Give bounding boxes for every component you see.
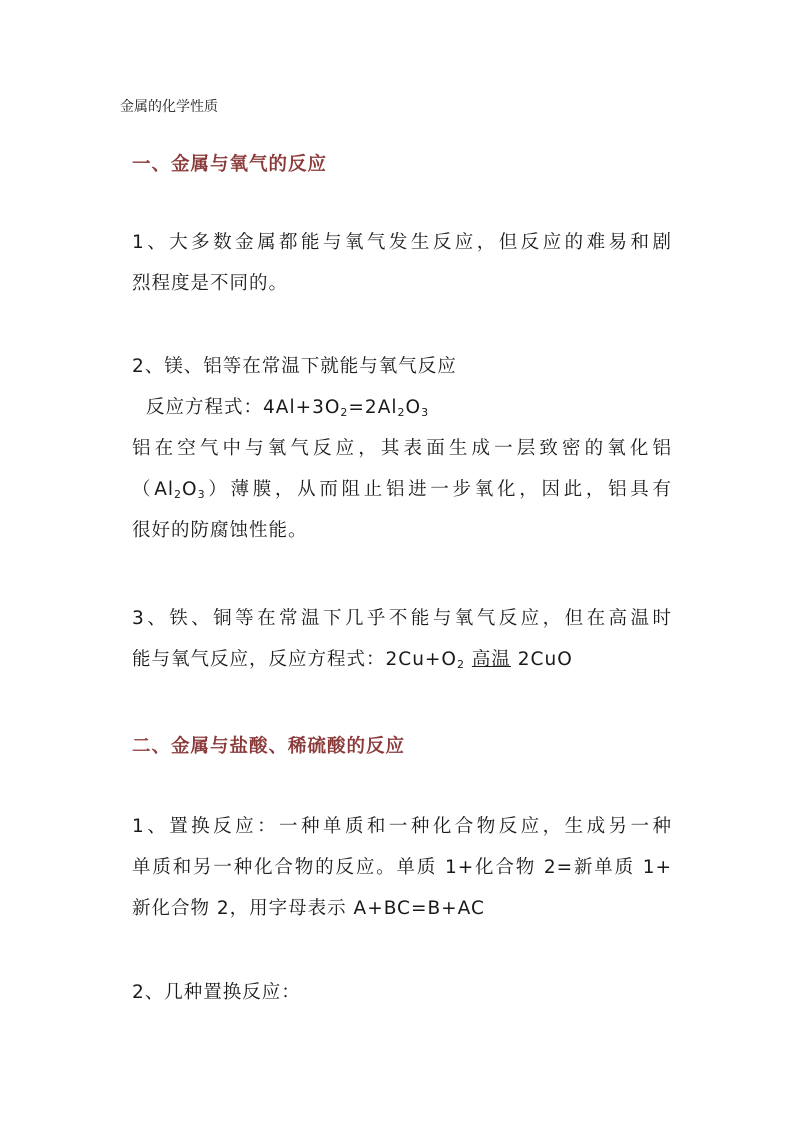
subscript: 3 xyxy=(421,406,430,419)
section-heading-oxygen: 一、金属与氧气的反应 xyxy=(132,154,328,175)
text-line xyxy=(132,469,672,510)
subscript: 3 xyxy=(197,488,206,501)
paragraph-acids-2 xyxy=(132,972,672,1013)
equation-part: 4Al+3O xyxy=(263,397,341,418)
text-part: （Al xyxy=(132,479,175,500)
text-part: 能与氧气反应，反应方程式：2Cu+O xyxy=(132,649,457,670)
subscript: 2 xyxy=(174,488,183,501)
equation-line xyxy=(132,639,672,680)
text-line: 很好的防腐蚀性能。 xyxy=(132,520,308,541)
text-line: 2、镁、铝等在常温下就能与氧气反应 xyxy=(132,356,457,377)
subscript: 2 xyxy=(456,658,465,671)
text-line: 2、几种置换反应： xyxy=(132,982,301,1003)
paragraph-oxygen-1 xyxy=(132,222,672,304)
equation-part: =2Al xyxy=(348,397,398,418)
text-part: ）薄膜，从而阻止铝进一步氧化，因此，铝具有 xyxy=(205,479,672,500)
text-line: 1、大多数金属都能与氧气发生反应，但反应的难易和剧 xyxy=(132,232,672,253)
subscript: 2 xyxy=(397,406,406,419)
equation-part: O xyxy=(405,397,422,418)
text-line: 3、铁、铜等在常温下几乎不能与氧气反应，但在高温时 xyxy=(132,608,672,629)
text-line: 烈程度是不同的。 xyxy=(132,273,289,294)
paragraph-oxygen-2 xyxy=(132,346,672,551)
text-line: 1、置换反应：一种单质和一种化合物反应，生成另一种 xyxy=(132,816,672,837)
text-part: O xyxy=(182,479,198,500)
text-line: 铝在空气中与氧气反应，其表面生成一层致密的氧化铝 xyxy=(132,438,672,459)
text-line: 单质和另一种化合物的反应。单质 1+化合物 2=新单质 1+ xyxy=(132,857,672,878)
equation-line xyxy=(132,387,672,428)
paragraph-oxygen-3 xyxy=(132,598,672,680)
section-heading-acids: 二、金属与盐酸、稀硫酸的反应 xyxy=(132,736,406,757)
equation-label: 反应方程式： xyxy=(146,397,264,418)
text-part: 2CuO xyxy=(517,649,573,670)
subscript: 2 xyxy=(340,406,349,419)
document-title: 金属的化学性质 xyxy=(120,99,218,115)
paragraph-acids-1 xyxy=(132,806,672,929)
text-line: 新化合物 2，用字母表示 A+BC=B+AC xyxy=(132,898,485,919)
reaction-condition: 高温 xyxy=(471,649,511,670)
